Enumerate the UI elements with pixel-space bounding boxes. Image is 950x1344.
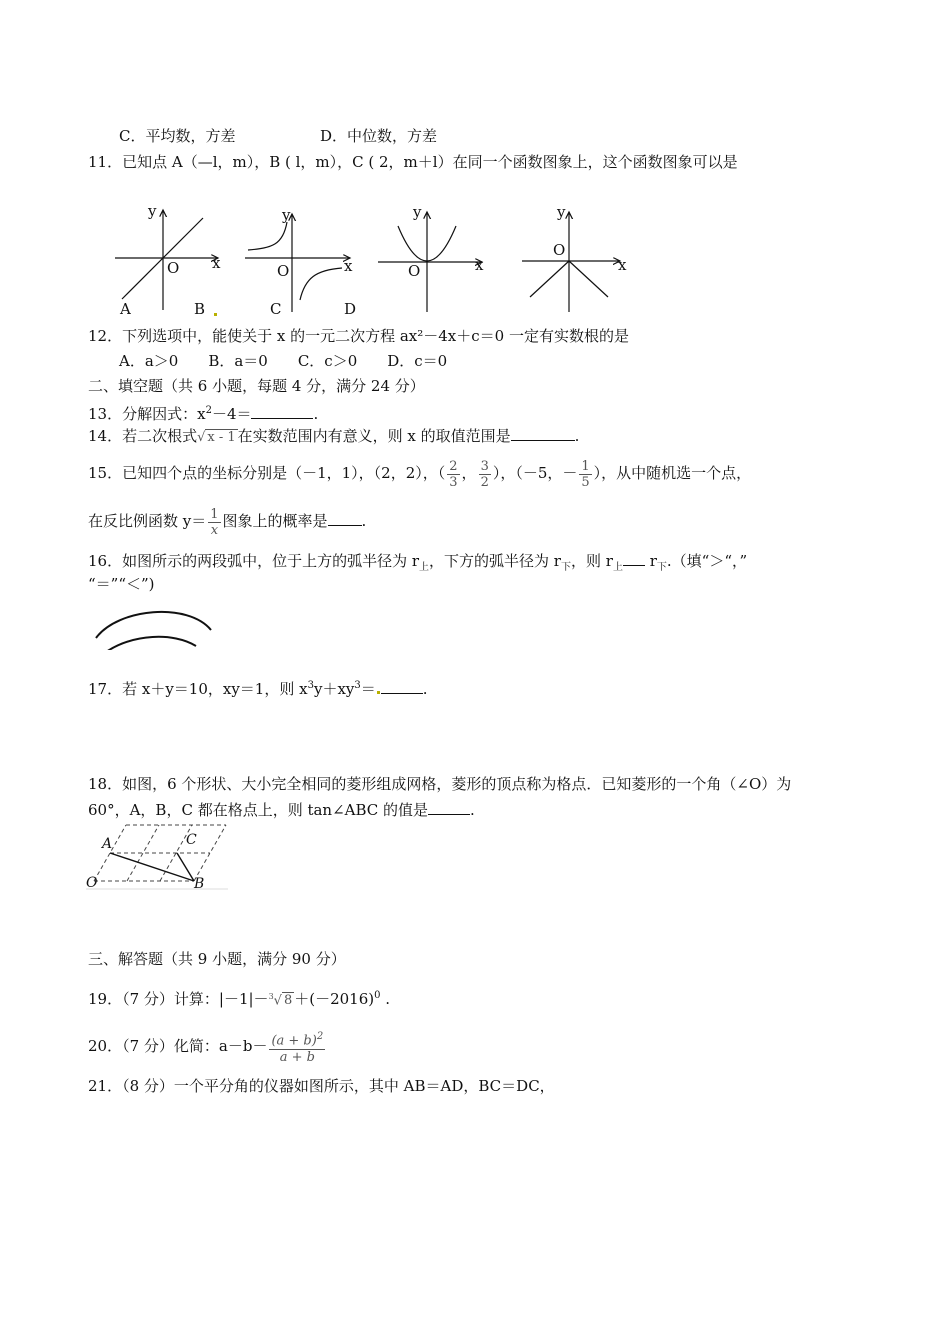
graph-label-c: C <box>270 300 282 318</box>
q15-pre: 15．已知四个点的坐标分别是（－1，1），（2，2），（ <box>88 464 446 482</box>
q14-pre: 14．若二次根式 <box>88 427 198 445</box>
q15-end: . <box>361 512 367 530</box>
q16-line2: “＝”“＜”) <box>88 575 155 593</box>
q17-sup2: 3 <box>354 680 361 691</box>
q14-answer-blank <box>511 426 575 441</box>
q17-pre: 17．若 x＋y＝10，xy＝1，则 x <box>88 680 308 698</box>
graph-b-y-label: y <box>282 206 291 224</box>
q15-frac4-num: 1 <box>210 506 219 522</box>
q18-end: . <box>470 801 475 819</box>
q16-sub-down: 下 <box>560 562 571 573</box>
q15-frac4-den: x <box>210 522 219 538</box>
q15-frac1-num: 2 <box>449 458 458 474</box>
q19-cube-root: $^3$√ 8 <box>268 991 293 1008</box>
q15-frac-3-2 <box>479 459 491 490</box>
q13-post: －4＝ <box>211 405 252 423</box>
q18-line1: 18．如图，6 个形状、大小完全相同的菱形组成网格，菱形的顶点称为格点．已知菱形的一个角（∠O）为 <box>88 775 792 793</box>
q16-part-d: r <box>649 552 657 570</box>
graph-label-d: D <box>344 300 357 318</box>
q18-line2 <box>88 800 475 820</box>
q16-sub-up: 上 <box>419 562 430 573</box>
graph-a-origin: O <box>167 259 180 277</box>
q19-sup: 0 <box>374 990 381 1001</box>
q15-post: ），从中随机选一个点， <box>593 464 752 482</box>
q19-pre: 19．（7 分）计算：|－1|－ <box>88 990 269 1008</box>
q15-line2 <box>88 503 366 539</box>
q16-part-e: .（填“＞“，” <box>666 552 748 570</box>
q13 <box>88 401 318 424</box>
q15-frac-1-x <box>208 507 220 538</box>
graph-c-x-label: x <box>475 256 484 274</box>
q15-line1 <box>88 455 751 491</box>
q14-post: 在实数范围内有意义，则 x 的取值范围是 <box>237 427 511 445</box>
graph-c <box>378 212 482 312</box>
q20-num-sup: 2 <box>316 1031 324 1043</box>
q20-num-text: (a + b) <box>271 1033 317 1049</box>
q15-frac-2-3 <box>447 459 459 490</box>
q18-label-a: A <box>102 836 113 852</box>
q15-line2-post: 图象上的概率是 <box>222 512 328 530</box>
q20-fraction <box>269 1029 325 1064</box>
q17 <box>88 676 428 699</box>
q15-frac3-num: 1 <box>581 458 590 474</box>
q16-line1 <box>88 551 747 578</box>
q15-sep: ， <box>461 464 477 482</box>
section-2-heading: 二、填空题（共 6 小题，每题 4 分，满分 24 分） <box>88 377 425 395</box>
q10-option-d: D．中位数，方差 <box>320 127 438 145</box>
marker-dot-2 <box>377 691 380 694</box>
q20 <box>88 1027 327 1065</box>
q14-radicand: x - 1 <box>207 430 236 445</box>
q11-text: 11．已知点 A（—l，m），B ( l，m），C ( 2，m＋l）在同一个函数图象上，这个函数图象可以是 <box>88 153 738 171</box>
q12-text: 12．下列选项中，能使关于 x 的一元二次方程 ax²－4x＋c＝0 一定有实数根的是 <box>88 327 629 345</box>
graph-c-y-label: y <box>413 203 422 221</box>
q16-arcs-svg <box>88 600 218 650</box>
q13-sup: 2 <box>205 405 212 416</box>
q15-frac2-num: 3 <box>480 458 489 474</box>
q19 <box>88 986 390 1011</box>
q15-frac1-den: 3 <box>449 474 458 490</box>
q16-part-a: 16．如图所示的两段弧中，位于上方的弧半径为 r <box>88 552 420 570</box>
q16-arcs-figure <box>88 600 218 654</box>
q15-frac3-den: 5 <box>581 474 590 490</box>
q16-part-b: ，下方的弧半径为 r <box>429 552 561 570</box>
q19-radicand: 8 <box>283 993 293 1008</box>
q16-part-c: ，则 r <box>570 552 613 570</box>
q18-line2-text: 60°，A，B，C 都在格点上，则 tan∠ABC 的值是 <box>88 801 429 819</box>
q17-end: . <box>422 680 428 698</box>
q17-mid: y＋xy <box>313 680 355 698</box>
q17-answer-blank <box>381 679 423 694</box>
q16-answer-blank <box>623 551 645 566</box>
q11-graphs-svg <box>100 200 660 325</box>
q13-end: . <box>313 405 319 423</box>
q15-answer-blank <box>328 511 362 526</box>
graph-label-b: B <box>194 300 206 318</box>
q15-frac-1-5 <box>579 459 591 490</box>
q17-sup1: 3 <box>307 680 314 691</box>
graph-label-a: A <box>120 300 131 318</box>
q16-sub-up-2: 上 <box>612 562 623 573</box>
q13-answer-blank <box>251 404 313 419</box>
q18-rhombus-grid <box>86 820 231 895</box>
graph-b-x-label: x <box>344 257 353 275</box>
graph-b <box>245 214 353 312</box>
q14-sqrt: √ x - 1 <box>197 430 236 445</box>
q19-post: ＋(－2016) <box>294 990 375 1008</box>
graph-d-y-label: y <box>557 203 566 221</box>
graph-a-y-label: y <box>148 202 157 220</box>
q12-options: A．a＞0 B．a＝0 C．c＞0 D．c＝0 <box>119 352 448 370</box>
graph-d-origin: O <box>553 241 566 259</box>
q18-label-c: C <box>186 832 197 848</box>
graph-c-origin: O <box>408 262 421 280</box>
q20-numerator <box>269 1029 325 1049</box>
q15-mid: ），（－5，－ <box>492 464 578 482</box>
marker-dot <box>214 313 217 316</box>
q19-end: . <box>380 990 391 1008</box>
q18-label-b: B <box>194 876 205 892</box>
graph-b-origin: O <box>277 262 290 280</box>
q20-denominator: a + b <box>279 1049 315 1065</box>
q13-pre: 13．分解因式：x <box>88 405 206 423</box>
q21-text: 21．（8 分）一个平分角的仪器如图所示，其中 AB＝AD，BC＝DC， <box>88 1077 555 1095</box>
q10-option-c: C．平均数，方差 <box>119 127 236 145</box>
q18-grid-svg <box>86 820 231 895</box>
q18-label-o: O <box>86 875 98 891</box>
q20-pre: 20．（7 分）化简：a－b－ <box>88 1037 268 1055</box>
graph-d <box>522 212 620 312</box>
q14-end: . <box>574 427 580 445</box>
graph-d-x-label: x <box>618 256 627 274</box>
q19-root-index: 3 <box>268 991 274 1001</box>
q15-frac2-den: 2 <box>480 474 489 490</box>
q17-post: ＝ <box>360 680 376 698</box>
q15-line2-pre: 在反比例函数 y＝ <box>88 512 207 530</box>
q14 <box>88 426 579 448</box>
q16-sub-down-2: 下 <box>656 562 667 573</box>
section-3-heading: 三、解答题（共 9 小题，满分 90 分） <box>88 950 346 968</box>
q11-graphs <box>100 200 660 325</box>
graph-a-x-label: x <box>212 254 221 272</box>
q18-answer-blank <box>428 800 470 815</box>
